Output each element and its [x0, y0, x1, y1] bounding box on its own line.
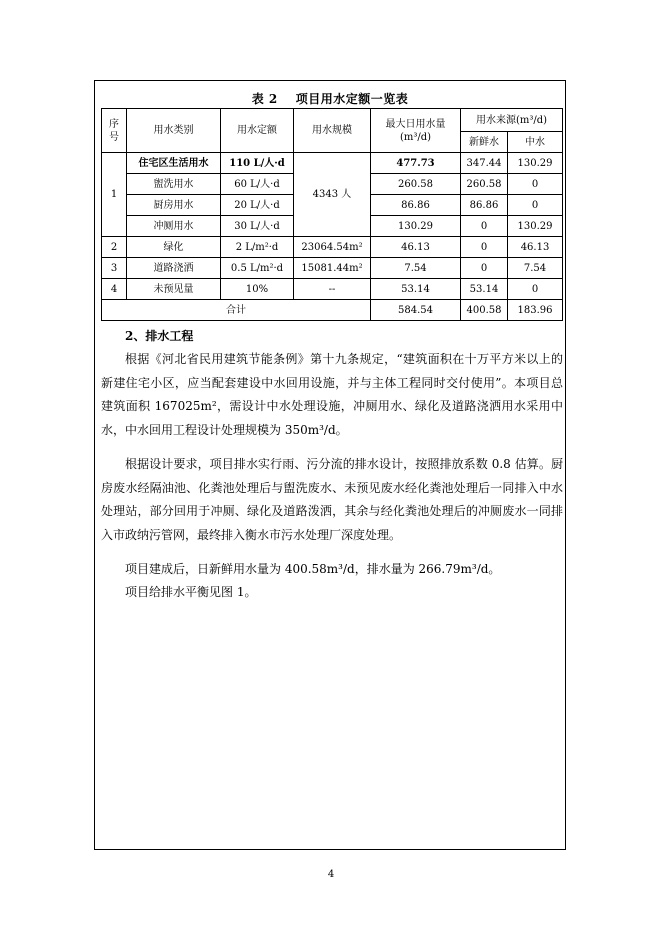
total-fresh: 400.58 — [461, 300, 508, 321]
table-caption-title: 项目用水定额一览表 — [295, 92, 409, 106]
cell-reclaimed: 0 — [508, 174, 563, 195]
table-row — [102, 153, 563, 174]
cell-quota: 2 L/m²·d — [221, 237, 294, 258]
cell-quota: 10% — [221, 279, 294, 300]
paragraph: 项目给排水平衡见图 1。 — [125, 585, 257, 599]
table-caption — [95, 90, 565, 107]
cell-scale: 4343 人 — [294, 153, 371, 237]
cell-max: 46.13 — [371, 237, 461, 258]
cell-reclaimed: 130.29 — [508, 153, 563, 174]
cell-quota: 20 L/人·d — [221, 195, 294, 216]
cell-reclaimed: 7.54 — [508, 258, 563, 279]
header-scale: 用水规模 — [294, 109, 371, 153]
cell-max: 477.73 — [371, 153, 461, 174]
table-total-row — [102, 300, 563, 321]
header-max-daily: 最大日用水量 (m³/d) — [371, 109, 461, 153]
cell-quota: 0.5 L/m²·d — [221, 258, 294, 279]
header-category: 用水类别 — [127, 109, 221, 153]
cell-seq: 3 — [102, 258, 127, 279]
cell-fresh: 53.14 — [461, 279, 508, 300]
page-number: 4 — [327, 869, 335, 880]
table-row — [102, 279, 563, 300]
water-quota-table — [101, 108, 563, 321]
cell-scale: -- — [294, 279, 371, 300]
cell-max: 86.86 — [371, 195, 461, 216]
table-caption-number: 表 2 — [251, 92, 278, 106]
header-source: 用水来源(m³/d) — [461, 109, 563, 132]
paragraph: 根据《河北省民用建筑节能条例》第十九条规定，“建筑面积在十万平方米以上的新建住宅小区，应当配套建设中水回用设施，并与主体工程同时交付使用”。本项目总建筑面积 167025m²，需设计中水处理设施，冲厕用水、绿化及道路浇洒用水采用中水，中水回用工程设计处理规模为 350m³/d。 — [101, 352, 563, 437]
header-quota: 用水定额 — [221, 109, 294, 153]
header-fresh: 新鲜水 — [461, 132, 508, 153]
total-max: 584.54 — [371, 300, 461, 321]
cell-quota: 110 L/人·d — [221, 153, 294, 174]
cell-reclaimed: 46.13 — [508, 237, 563, 258]
document-frame — [94, 80, 566, 850]
table-row — [102, 237, 563, 258]
cell-fresh: 0 — [461, 258, 508, 279]
cell-max: 53.14 — [371, 279, 461, 300]
section-title: 2、排水工程 — [125, 329, 194, 343]
cell-seq: 4 — [102, 279, 127, 300]
header-seq: 序 号 — [102, 109, 127, 153]
cell-reclaimed: 0 — [508, 279, 563, 300]
paragraph: 根据设计要求，项目排水实行雨、污分流的排水设计，按照排放系数 0.8 估算。厨房废水经隔油池、化粪池处理后与盥洗废水、未预见废水经化粪池处理后一同排入中水处理站，部分回用于冲厕、绿化及道路泼洒，其余与经化粪池处理后的冲厕废水一同排入市政纳污管网，最终排入衡水市污水处理厂深度处理。 — [101, 457, 563, 542]
header-reclaimed: 中水 — [508, 132, 563, 153]
cell-category: 未预见量 — [127, 279, 221, 300]
cell-fresh: 0 — [461, 216, 508, 237]
cell-scale: 15081.44m² — [294, 258, 371, 279]
table-row — [102, 258, 563, 279]
table-header-row — [102, 109, 563, 132]
cell-reclaimed: 0 — [508, 195, 563, 216]
total-label: 合计 — [102, 300, 371, 321]
cell-category: 冲厕用水 — [127, 216, 221, 237]
cell-fresh: 0 — [461, 237, 508, 258]
cell-category: 道路浇洒 — [127, 258, 221, 279]
cell-category: 厨房用水 — [127, 195, 221, 216]
cell-quota: 60 L/人·d — [221, 174, 294, 195]
cell-reclaimed: 130.29 — [508, 216, 563, 237]
cell-category: 住宅区生活用水 — [127, 153, 221, 174]
cell-max: 130.29 — [371, 216, 461, 237]
cell-fresh: 260.58 — [461, 174, 508, 195]
cell-category: 绿化 — [127, 237, 221, 258]
cell-category: 盥洗用水 — [127, 174, 221, 195]
total-reclaimed: 183.96 — [508, 300, 563, 321]
paragraph: 项目建成后，日新鲜用水量为 400.58m³/d，排水量为 266.79m³/d。 — [125, 562, 501, 576]
cell-seq: 1 — [102, 153, 127, 237]
cell-max: 7.54 — [371, 258, 461, 279]
cell-fresh: 86.86 — [461, 195, 508, 216]
cell-fresh: 347.44 — [461, 153, 508, 174]
cell-quota: 30 L/人·d — [221, 216, 294, 237]
cell-scale: 23064.54m² — [294, 237, 371, 258]
cell-max: 260.58 — [371, 174, 461, 195]
cell-seq: 2 — [102, 237, 127, 258]
